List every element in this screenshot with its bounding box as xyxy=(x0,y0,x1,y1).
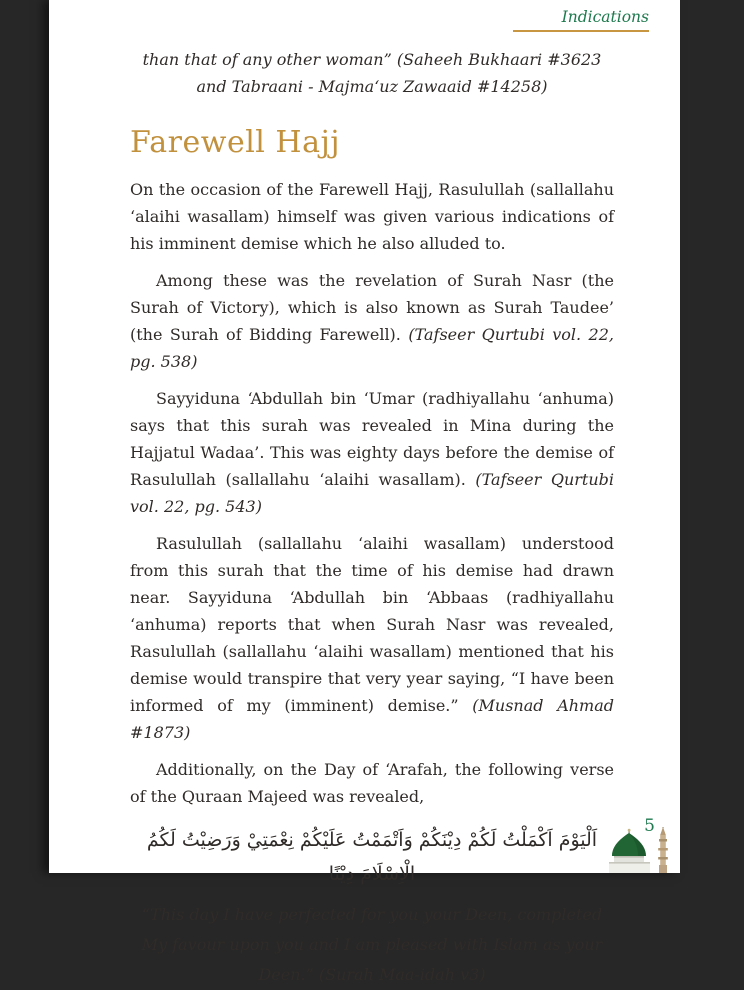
running-header-title: Indications xyxy=(561,8,649,26)
paragraph-text: Sayyiduna ‘Abdullah bin ‘Umar (radhiyallahu ‘anhuma) says that this surah was revealed in Mina during the Hajjatul Wadaa’. This was eighty days before the demise of Rasulullah (sallallahu ‘alaihi wasallam). xyxy=(130,389,614,489)
continuation-quote: than that of any other woman” (Saheeh Bukhaari #3623 and Tabraani - Majma‘uz Zawaaid #14258) xyxy=(142,50,602,96)
page-number: 5 xyxy=(644,816,655,836)
paragraph: Additionally, on the Day of ‘Arafah, the following verse of the Quraan Majeed was revealed, xyxy=(130,760,614,806)
source-citation: (Tafseer Qurtubi vol. 22, pg. 543) xyxy=(130,470,614,516)
page-content xyxy=(130,0,614,990)
verse-translation: “This day I have perfected for you your Deen, completed My favour upon you and I am pleased with Islam as your Deen.” (Surah Maa-idah v3) xyxy=(141,905,603,984)
mosque-icon xyxy=(607,827,673,873)
source-citation: (Musnad Ahmad #1873) xyxy=(130,696,614,742)
paragraph: On the occasion of the Farewell Hajj, Rasulullah (sallallahu ‘alaihi wasallam) himself was given various indications of his imminent demise which he also alluded to. xyxy=(130,180,614,253)
source-citation: (Tafseer Qurtubi vol. 22, pg. 538) xyxy=(130,325,615,371)
paragraph xyxy=(130,267,614,375)
paragraph xyxy=(130,530,614,746)
paragraph-text: Rasulullah (sallallahu ‘alaihi wasallam) understood from this surah that the time of his demise had drawn near. Sayyiduna ‘Abdullah bin ‘Abbaas (radhiyallahu ‘anhuma) reports that when Surah Nasr was revealed, Rasulullah (sallallahu ‘alaihi wasallam) mentioned that his demise would transpire that very year saying, “I have been informed of my (imminent) demise.” xyxy=(130,534,614,715)
paragraph-text: Among these was the revelation of Surah Nasr (the Surah of Victory), which is also known as Surah Taudee’ (the Surah of Bidding Farewell). xyxy=(130,271,614,344)
section-heading: Farewell Hajj xyxy=(130,125,341,160)
paragraph xyxy=(130,385,614,520)
arabic-verse: اَلْيَوْمَ اَكْمَلْتُ لَكُمْ دِيْنَكُمْ وَاَتْمَمْتُ عَلَيْكُمْ نِعْمَتِيْ وَرَضِيْتُ لَكُمُ الْاِسْلَامَ دِيْنًا xyxy=(146,829,598,885)
book-page xyxy=(49,0,680,984)
